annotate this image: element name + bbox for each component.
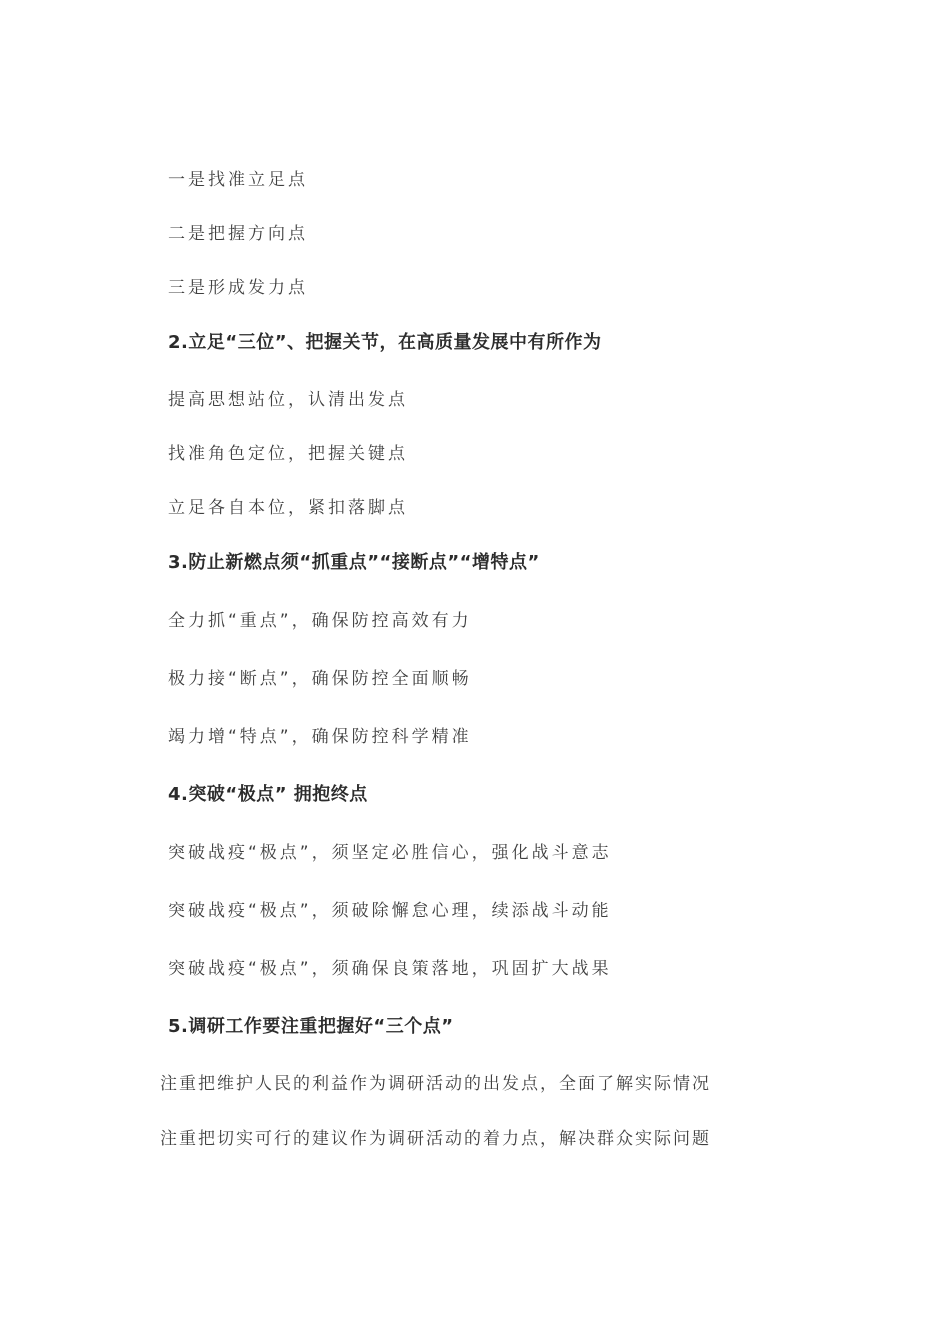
list-item: 立足各自本位，紧扣落脚点 xyxy=(168,498,408,518)
list-item: 注重把切实可行的建议作为调研活动的着力点，解决群众实际问题 xyxy=(160,1129,711,1149)
list-item: 极力接“断点”，确保防控全面顺畅 xyxy=(168,669,472,689)
section-heading: 3.防止新燃点须“抓重点”“接断点”“增特点” xyxy=(168,552,540,573)
section-heading: 5.调研工作要注重把握好“三个点” xyxy=(168,1016,454,1037)
list-item: 提高思想站位，认清出发点 xyxy=(168,390,408,410)
list-item: 竭力增“特点”，确保防控科学精准 xyxy=(168,727,472,747)
list-item: 突破战疫“极点”，须确保良策落地，巩固扩大战果 xyxy=(168,959,612,979)
section-heading: 4.突破“极点” 拥抱终点 xyxy=(168,784,368,805)
list-item: 突破战疫“极点”，须坚定必胜信心，强化战斗意志 xyxy=(168,843,612,863)
list-item: 三是形成发力点 xyxy=(168,278,308,298)
section-heading: 2.立足“三位”、把握关节，在高质量发展中有所作为 xyxy=(168,332,602,353)
list-item: 注重把维护人民的利益作为调研活动的出发点，全面了解实际情况 xyxy=(160,1074,711,1094)
list-item: 一是找准立足点 xyxy=(168,170,308,190)
list-item: 找准角色定位，把握关键点 xyxy=(168,444,408,464)
list-item: 突破战疫“极点”，须破除懈怠心理，续添战斗动能 xyxy=(168,901,612,921)
list-item: 全力抓“重点”，确保防控高效有力 xyxy=(168,611,472,631)
list-item: 二是把握方向点 xyxy=(168,224,308,244)
